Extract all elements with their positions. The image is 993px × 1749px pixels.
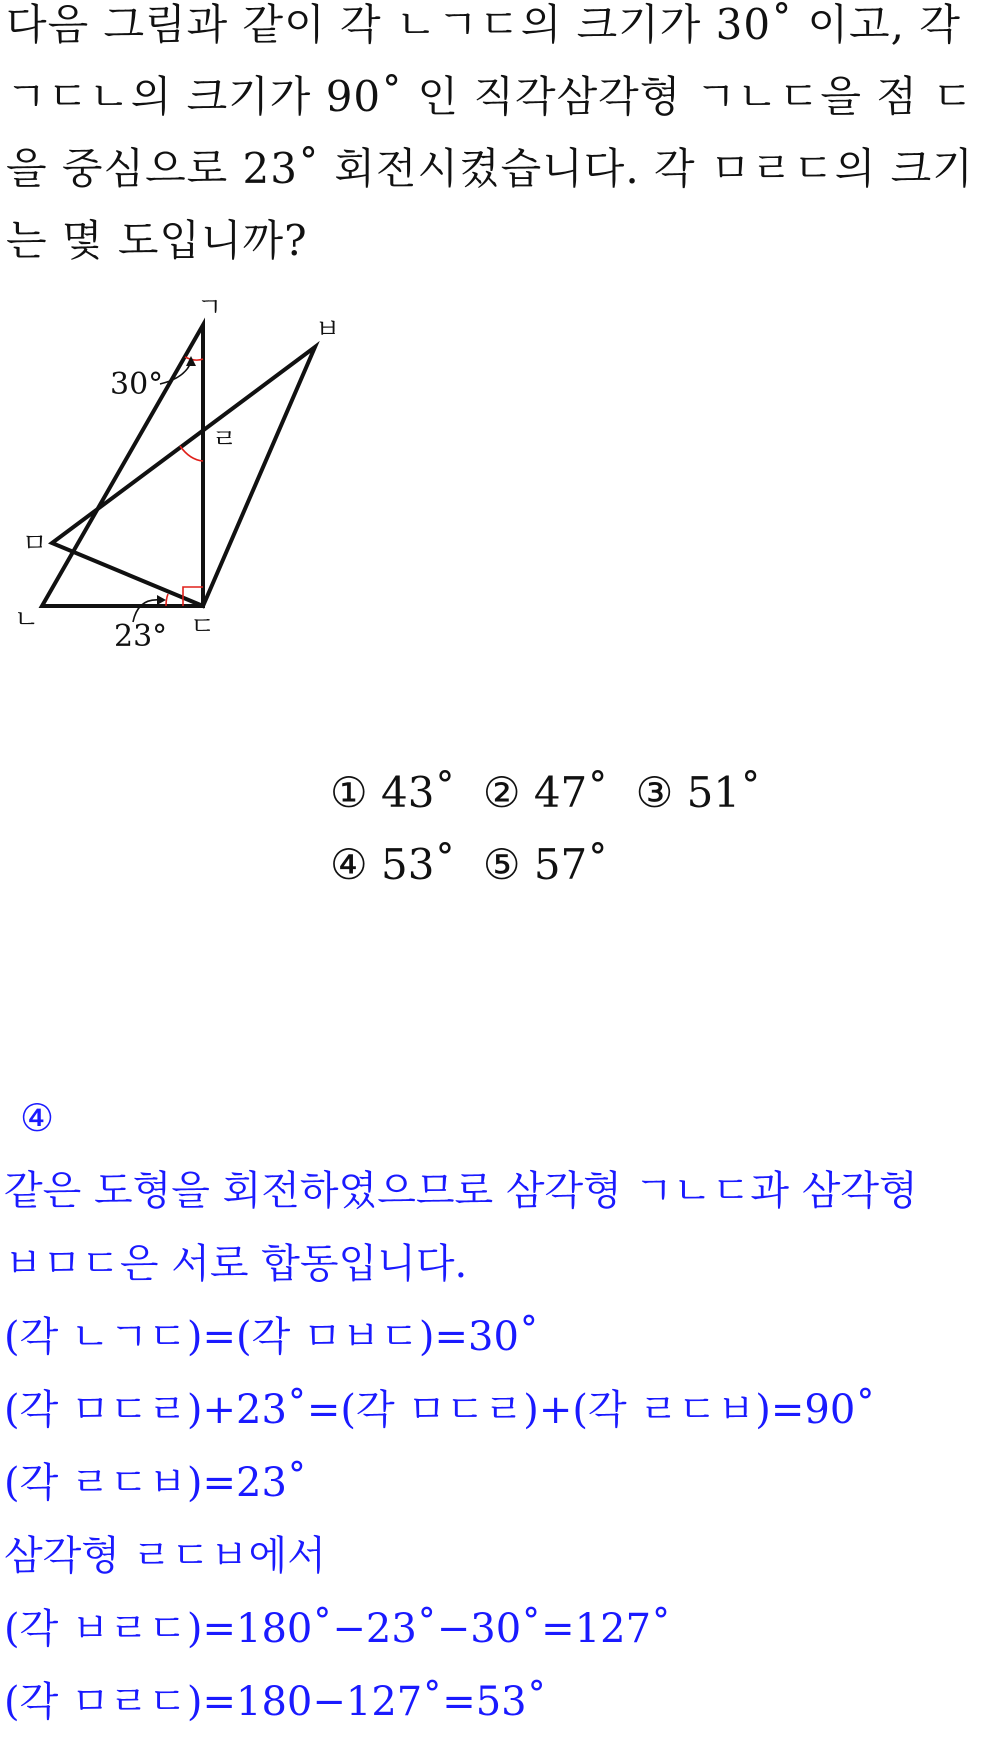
choice-4[interactable]: ④ 53˚ [330,840,456,889]
label-b: ㅂ [315,315,341,345]
solution-line-5: (각 ㄹㄷㅂ)=23˚ [4,1460,307,1506]
answer-mark: ④ [20,1096,55,1140]
choice-1[interactable]: ① 43˚ [330,768,456,817]
choice-3[interactable]: ③ 51˚ [635,768,762,817]
question-line-3: 을 중심으로 23˚ 회전시켰습니다. 각 ㅁㄹㄷ의 크기 [6,144,974,193]
angle-mark-r [180,446,203,461]
angle-mark-top [185,357,203,360]
label-d: ㄷ [190,612,216,642]
solution-line-3: (각 ㄴㄱㄷ)=(각 ㅁㅂㄷ)=30˚ [4,1314,539,1360]
arrowhead-23 [157,595,166,605]
solution-line-8: (각 ㅁㄹㄷ)=180−127˚=53˚ [4,1679,547,1725]
label-r: ㄹ [212,425,238,455]
solution-line-7: (각 ㅂㄹㄷ)=180˚−23˚−30˚=127˚ [4,1606,672,1652]
choice-2[interactable]: ② 47˚ [482,768,609,817]
solution-line-2: ㅂㅁㄷ은 서로 합동입니다. [4,1241,468,1287]
choices-row-1 [330,768,775,818]
angle-label-23: 23° [114,619,168,654]
question-line-4: 는 몇 도입니까? [6,216,308,265]
question-line-2: ㄱㄷㄴ의 크기가 90˚ 인 직각삼각형 ㄱㄴㄷ을 점 ㄷ [6,72,974,121]
solution-line-1: 같은 도형을 회전하였으므로 삼각형 ㄱㄴㄷ과 삼각형 [4,1168,918,1214]
label-m: ㅁ [22,529,48,559]
solution-line-6: 삼각형 ㄹㄷㅂ에서 [4,1533,326,1579]
triangle-bmd [52,347,315,606]
label-n: ㄴ [14,605,40,635]
question-line-1: 다음 그림과 같이 각 ㄴㄱㄷ의 크기가 30˚ 이고, 각 [6,0,961,49]
triangle-figure [0,293,360,720]
label-g: ㄱ [197,293,223,323]
choices-row-2 [330,840,622,890]
solution-line-4: (각 ㅁㄷㄹ)+23˚=(각 ㅁㄷㄹ)+(각 ㄹㄷㅂ)=90˚ [4,1387,876,1433]
angle-label-30: 30° [110,367,164,402]
choice-5[interactable]: ⑤ 57˚ [482,840,609,889]
